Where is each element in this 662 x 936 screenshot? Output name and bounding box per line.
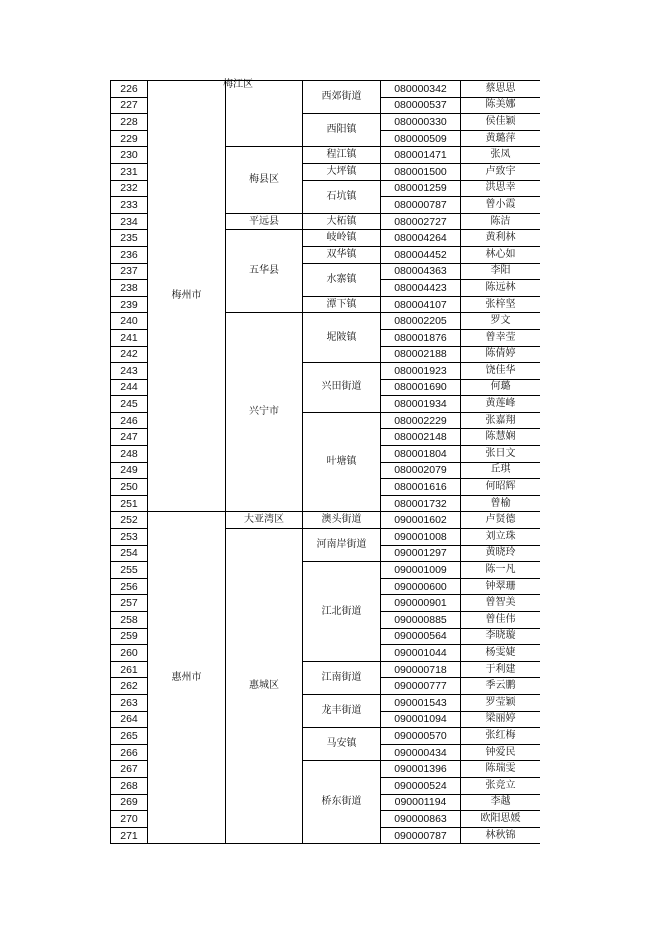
roster-table [110, 80, 540, 844]
name-cell: 梁丽婷 [461, 711, 541, 728]
code-cell: 090001194 [381, 794, 461, 811]
code-cell: 080002727 [381, 213, 461, 230]
code-cell: 090000777 [381, 678, 461, 695]
name-cell: 钟翠珊 [461, 578, 541, 595]
row-number: 270 [111, 811, 148, 828]
code-cell: 080001934 [381, 396, 461, 413]
name-cell: 丘琪 [461, 462, 541, 479]
name-cell: 何昭辉 [461, 479, 541, 496]
code-cell: 080001471 [381, 147, 461, 164]
code-cell: 080000509 [381, 130, 461, 147]
name-cell: 陈洁 [461, 213, 541, 230]
table-row [111, 512, 541, 529]
code-cell: 090000787 [381, 827, 461, 844]
name-cell: 罗文 [461, 313, 541, 330]
row-number: 250 [111, 479, 148, 496]
row-number: 247 [111, 429, 148, 446]
code-cell: 090000434 [381, 744, 461, 761]
city-cell: 惠州市 [148, 512, 226, 844]
name-cell: 曾佳伟 [461, 612, 541, 629]
town-cell: 石坑镇 [303, 180, 381, 213]
town-cell: 程江镇 [303, 147, 381, 164]
name-cell: 张梓坚 [461, 296, 541, 313]
name-cell: 张凤 [461, 147, 541, 164]
name-cell: 卢致宇 [461, 163, 541, 180]
row-number: 271 [111, 827, 148, 844]
code-cell: 090000885 [381, 612, 461, 629]
row-number: 231 [111, 163, 148, 180]
name-cell: 林秋锦 [461, 827, 541, 844]
row-number: 261 [111, 661, 148, 678]
name-cell: 季云鹏 [461, 678, 541, 695]
code-cell: 080000537 [381, 97, 461, 114]
row-number: 238 [111, 280, 148, 297]
name-cell: 刘立珠 [461, 529, 541, 546]
town-cell: 水寨镇 [303, 263, 381, 296]
town-cell: 叶塘镇 [303, 412, 381, 512]
town-cell: 江南街道 [303, 661, 381, 694]
code-cell: 080004107 [381, 296, 461, 313]
name-cell: 洪思幸 [461, 180, 541, 197]
name-cell: 陈瑞雯 [461, 761, 541, 778]
row-number: 249 [111, 462, 148, 479]
name-cell: 黄晓玲 [461, 545, 541, 562]
code-cell: 090001543 [381, 694, 461, 711]
code-cell: 090000600 [381, 578, 461, 595]
code-cell: 080001690 [381, 379, 461, 396]
code-cell: 080001259 [381, 180, 461, 197]
town-cell: 江北街道 [303, 562, 381, 662]
row-number: 232 [111, 180, 148, 197]
town-cell: 双华镇 [303, 246, 381, 263]
name-cell: 饶佳华 [461, 363, 541, 380]
town-cell: 桥东街道 [303, 761, 381, 844]
name-cell: 张日文 [461, 446, 541, 463]
city-cell: 梅州市 [148, 81, 226, 512]
town-cell: 澳头街道 [303, 512, 381, 529]
code-cell: 080000342 [381, 81, 461, 98]
name-cell: 陈美娜 [461, 97, 541, 114]
row-number: 228 [111, 114, 148, 131]
district-cell: 惠城区 [226, 529, 303, 844]
roster-table-sheet [110, 80, 540, 847]
district-cell: 兴宁市 [226, 313, 303, 512]
name-cell: 杨雯婕 [461, 645, 541, 662]
row-number: 248 [111, 446, 148, 463]
district-cell [226, 81, 303, 147]
row-number: 245 [111, 396, 148, 413]
name-cell: 李越 [461, 794, 541, 811]
code-cell: 090001297 [381, 545, 461, 562]
code-cell: 080001616 [381, 479, 461, 496]
row-number: 266 [111, 744, 148, 761]
code-cell: 090001602 [381, 512, 461, 529]
row-number: 258 [111, 612, 148, 629]
code-cell: 080002229 [381, 412, 461, 429]
name-cell: 曾智美 [461, 595, 541, 612]
row-number: 267 [111, 761, 148, 778]
row-number: 236 [111, 246, 148, 263]
code-cell: 090001008 [381, 529, 461, 546]
town-cell: 大柘镇 [303, 213, 381, 230]
row-number: 263 [111, 694, 148, 711]
table-row [111, 81, 541, 98]
name-cell: 陈倩婷 [461, 346, 541, 363]
name-cell: 罗莹颖 [461, 694, 541, 711]
name-cell: 侯佳颖 [461, 114, 541, 131]
code-cell: 090000718 [381, 661, 461, 678]
row-number: 234 [111, 213, 148, 230]
name-cell: 张嘉翔 [461, 412, 541, 429]
row-number: 246 [111, 412, 148, 429]
name-cell: 李阳 [461, 263, 541, 280]
code-cell: 080000787 [381, 197, 461, 214]
code-cell: 090001044 [381, 645, 461, 662]
code-cell: 080002188 [381, 346, 461, 363]
row-number: 241 [111, 329, 148, 346]
name-cell: 黄利林 [461, 230, 541, 247]
name-cell: 李晓璇 [461, 628, 541, 645]
name-cell: 卢贤德 [461, 512, 541, 529]
row-number: 233 [111, 197, 148, 214]
row-number: 259 [111, 628, 148, 645]
name-cell: 欧阳思媛 [461, 811, 541, 828]
code-cell: 090001094 [381, 711, 461, 728]
code-cell: 080004423 [381, 280, 461, 297]
district-cell: 平远县 [226, 213, 303, 230]
name-cell: 曾小霞 [461, 197, 541, 214]
name-cell: 林心如 [461, 246, 541, 263]
code-cell: 090000570 [381, 728, 461, 745]
town-cell: 大坪镇 [303, 163, 381, 180]
row-number: 230 [111, 147, 148, 164]
code-cell: 090001396 [381, 761, 461, 778]
code-cell: 080000330 [381, 114, 461, 131]
name-cell: 曾榆 [461, 495, 541, 512]
row-number: 268 [111, 777, 148, 794]
code-cell: 080002079 [381, 462, 461, 479]
code-cell: 090000863 [381, 811, 461, 828]
code-cell: 090000901 [381, 595, 461, 612]
name-cell: 黄莲峰 [461, 396, 541, 413]
town-cell: 西郊街道 [303, 81, 381, 114]
name-cell: 张红梅 [461, 728, 541, 745]
code-cell: 090000564 [381, 628, 461, 645]
row-number: 243 [111, 363, 148, 380]
code-cell: 080004363 [381, 263, 461, 280]
name-cell: 于利建 [461, 661, 541, 678]
town-cell: 西阳镇 [303, 114, 381, 147]
row-number: 256 [111, 578, 148, 595]
town-cell: 马安镇 [303, 728, 381, 761]
row-number: 260 [111, 645, 148, 662]
code-cell: 080001732 [381, 495, 461, 512]
name-cell: 何璐 [461, 379, 541, 396]
town-cell: 兴田街道 [303, 363, 381, 413]
row-number: 254 [111, 545, 148, 562]
row-number: 255 [111, 562, 148, 579]
row-number: 244 [111, 379, 148, 396]
code-cell: 080004264 [381, 230, 461, 247]
town-cell: 河南岸街道 [303, 529, 381, 562]
code-cell: 090001009 [381, 562, 461, 579]
row-number: 235 [111, 230, 148, 247]
code-cell: 090000524 [381, 777, 461, 794]
row-number: 253 [111, 529, 148, 546]
town-cell: 龙丰街道 [303, 694, 381, 727]
name-cell: 曾幸莹 [461, 329, 541, 346]
code-cell: 080002205 [381, 313, 461, 330]
row-number: 239 [111, 296, 148, 313]
row-number: 242 [111, 346, 148, 363]
town-cell: 岐岭镇 [303, 230, 381, 247]
name-cell: 张竞立 [461, 777, 541, 794]
code-cell: 080001500 [381, 163, 461, 180]
partial-district-header: 梅江区 [223, 79, 253, 90]
code-cell: 080001804 [381, 446, 461, 463]
row-number: 269 [111, 794, 148, 811]
code-cell: 080001876 [381, 329, 461, 346]
row-number: 237 [111, 263, 148, 280]
row-number: 240 [111, 313, 148, 330]
row-number: 252 [111, 512, 148, 529]
name-cell: 黄璐萍 [461, 130, 541, 147]
name-cell: 钟爱民 [461, 744, 541, 761]
town-cell: 坭陂镇 [303, 313, 381, 363]
name-cell: 蔡思思 [461, 81, 541, 98]
row-number: 257 [111, 595, 148, 612]
district-cell: 五华县 [226, 230, 303, 313]
row-number: 262 [111, 678, 148, 695]
row-number: 264 [111, 711, 148, 728]
district-cell: 大亚湾区 [226, 512, 303, 529]
code-cell: 080002148 [381, 429, 461, 446]
town-cell: 潭下镇 [303, 296, 381, 313]
row-number: 226 [111, 81, 148, 98]
district-cell: 梅县区 [226, 147, 303, 213]
name-cell: 陈慧娴 [461, 429, 541, 446]
name-cell: 陈远林 [461, 280, 541, 297]
row-number: 229 [111, 130, 148, 147]
name-cell: 陈一凡 [461, 562, 541, 579]
code-cell: 080001923 [381, 363, 461, 380]
row-number: 265 [111, 728, 148, 745]
row-number: 227 [111, 97, 148, 114]
row-number: 251 [111, 495, 148, 512]
code-cell: 080004452 [381, 246, 461, 263]
